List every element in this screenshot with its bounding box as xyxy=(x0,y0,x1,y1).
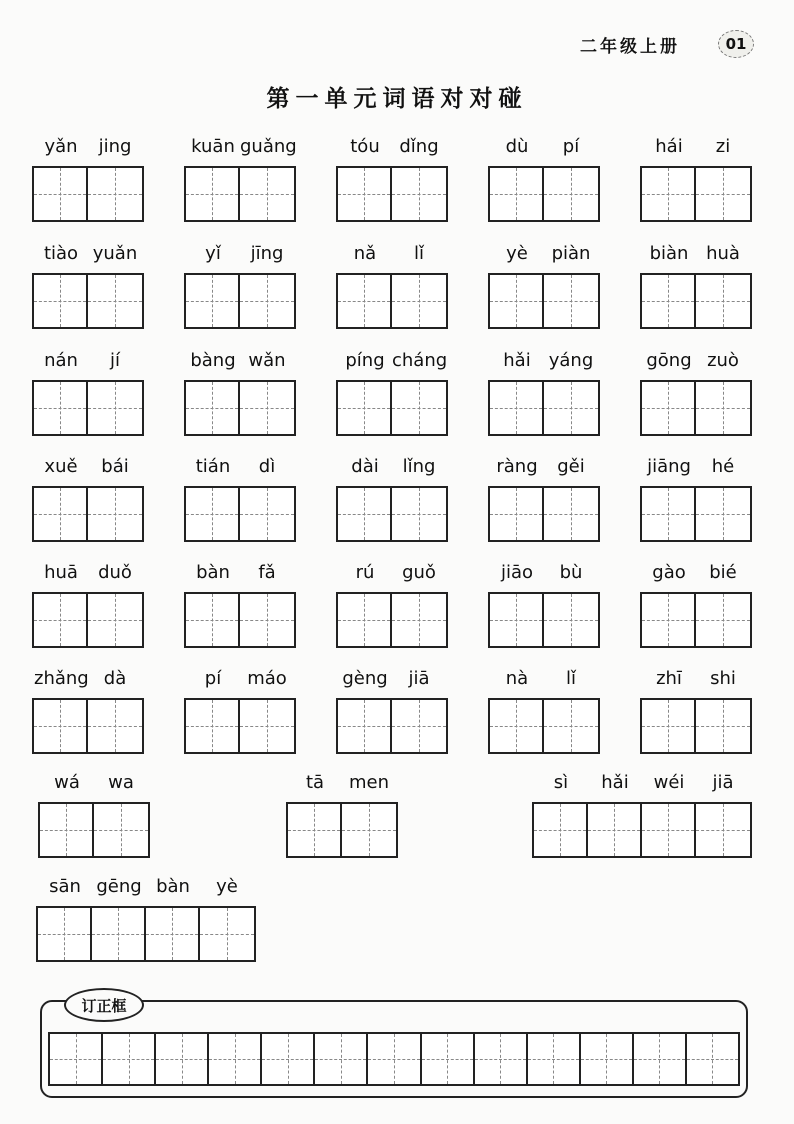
writing-cell[interactable] xyxy=(240,700,294,752)
writing-cell[interactable] xyxy=(34,168,88,220)
correction-cell[interactable] xyxy=(315,1034,368,1084)
writing-cell[interactable] xyxy=(88,275,142,327)
pinyin-syllable: lǐ xyxy=(565,668,576,689)
writing-cell[interactable] xyxy=(642,804,696,856)
pinyin-syllable: kuān xyxy=(191,136,235,157)
pinyin-syllable: duǒ xyxy=(98,562,132,583)
writing-cell[interactable] xyxy=(696,804,750,856)
writing-cell[interactable] xyxy=(88,168,142,220)
tianzige-grid xyxy=(184,592,296,648)
tianzige-grid xyxy=(286,802,398,858)
writing-cell[interactable] xyxy=(392,594,446,646)
tianzige-grid xyxy=(336,166,448,222)
writing-cell[interactable] xyxy=(338,700,392,752)
writing-cell[interactable] xyxy=(34,700,88,752)
writing-cell[interactable] xyxy=(544,168,598,220)
pinyin-syllable: yáng xyxy=(548,350,594,371)
pinyin-syllable: hǎi xyxy=(503,350,531,371)
pinyin-syllable: pí xyxy=(562,136,580,157)
pinyin-syllable: yè xyxy=(216,876,238,897)
pinyin-syllable: wa xyxy=(108,772,134,793)
correction-label: 订正框 xyxy=(64,988,144,1022)
pinyin-syllable: jing xyxy=(98,136,132,157)
page-number-badge: 01 xyxy=(718,30,754,58)
tianzige-grid xyxy=(336,592,448,648)
pinyin-syllable: shi xyxy=(710,668,736,689)
correction-cell[interactable] xyxy=(368,1034,421,1084)
pinyin-syllable: zuò xyxy=(707,350,739,371)
tianzige-grid xyxy=(184,273,296,329)
tianzige-grid xyxy=(184,486,296,542)
pinyin-syllable: dǐng xyxy=(399,136,439,157)
tianzige-grid xyxy=(532,802,752,858)
writing-cell[interactable] xyxy=(34,594,88,646)
pinyin-syllable: dù xyxy=(505,136,529,157)
writing-cell[interactable] xyxy=(544,275,598,327)
tianzige-grid xyxy=(32,698,144,754)
pinyin-syllable: cháng xyxy=(392,350,448,371)
pinyin-syllable: hǎi xyxy=(601,772,629,793)
pinyin-syllable: bù xyxy=(559,562,583,583)
pinyin-syllable: biàn xyxy=(649,243,689,264)
pinyin-syllable: rú xyxy=(355,562,375,583)
writing-cell[interactable] xyxy=(642,382,696,434)
writing-cell[interactable] xyxy=(490,488,544,540)
correction-cell[interactable] xyxy=(687,1034,738,1084)
pinyin-syllable: dà xyxy=(103,668,127,689)
tianzige-grid xyxy=(640,592,752,648)
writing-cell[interactable] xyxy=(240,382,294,434)
writing-cell[interactable] xyxy=(186,168,240,220)
tianzige-grid xyxy=(36,906,256,962)
pinyin-syllable: gēng xyxy=(96,876,142,897)
tianzige-grid xyxy=(336,486,448,542)
writing-cell[interactable] xyxy=(34,275,88,327)
tianzige-grid xyxy=(488,698,600,754)
pinyin-syllable: guǒ xyxy=(402,562,436,583)
writing-cell[interactable] xyxy=(642,594,696,646)
tianzige-grid xyxy=(640,698,752,754)
tianzige-grid xyxy=(640,486,752,542)
pinyin-syllable: nǎ xyxy=(353,243,377,264)
pinyin-syllable: gèng xyxy=(342,668,388,689)
writing-cell[interactable] xyxy=(642,700,696,752)
writing-cell[interactable] xyxy=(338,275,392,327)
correction-cell[interactable] xyxy=(103,1034,156,1084)
pinyin-syllable: nà xyxy=(505,668,529,689)
pinyin-syllable: xuě xyxy=(44,456,78,477)
pinyin-syllable: huà xyxy=(706,243,740,264)
tianzige-grid xyxy=(336,273,448,329)
pinyin-syllable: gào xyxy=(652,562,686,583)
writing-cell[interactable] xyxy=(38,908,92,960)
writing-cell[interactable] xyxy=(642,488,696,540)
writing-cell[interactable] xyxy=(696,594,750,646)
pinyin-syllable: nán xyxy=(44,350,78,371)
pinyin-syllable: bàng xyxy=(190,350,236,371)
pinyin-syllable: jiā xyxy=(408,668,430,689)
tianzige-grid xyxy=(336,380,448,436)
pinyin-syllable: dì xyxy=(258,456,276,477)
tianzige-grid xyxy=(32,380,144,436)
pinyin-syllable: zhī xyxy=(656,668,682,689)
pinyin-syllable: huā xyxy=(44,562,78,583)
correction-cell[interactable] xyxy=(475,1034,528,1084)
pinyin-syllable: wá xyxy=(54,772,80,793)
writing-cell[interactable] xyxy=(392,382,446,434)
writing-cell[interactable] xyxy=(696,700,750,752)
writing-cell[interactable] xyxy=(88,700,142,752)
writing-cell[interactable] xyxy=(92,908,146,960)
pinyin-syllable: zi xyxy=(715,136,731,157)
pinyin-syllable: píng xyxy=(345,350,385,371)
writing-cell[interactable] xyxy=(696,275,750,327)
writing-cell[interactable] xyxy=(88,488,142,540)
pinyin-syllable: wéi xyxy=(653,772,685,793)
pinyin-syllable: lǐ xyxy=(413,243,424,264)
writing-cell[interactable] xyxy=(200,908,254,960)
writing-cell[interactable] xyxy=(490,382,544,434)
tianzige-grid xyxy=(184,698,296,754)
pinyin-syllable: piàn xyxy=(551,243,591,264)
pinyin-syllable: jiāng xyxy=(647,456,691,477)
tianzige-grid xyxy=(32,592,144,648)
pinyin-syllable: tiào xyxy=(43,243,79,264)
writing-cell[interactable] xyxy=(392,275,446,327)
writing-cell[interactable] xyxy=(240,168,294,220)
pinyin-syllable: pí xyxy=(204,668,222,689)
tianzige-grid xyxy=(336,698,448,754)
pinyin-syllable: zhǎng xyxy=(34,668,89,689)
correction-cell[interactable] xyxy=(634,1034,687,1084)
tianzige-grid xyxy=(32,273,144,329)
correction-cell[interactable] xyxy=(50,1034,103,1084)
writing-cell[interactable] xyxy=(392,700,446,752)
correction-cell[interactable] xyxy=(581,1034,634,1084)
writing-cell[interactable] xyxy=(94,804,148,856)
pinyin-syllable: jīng xyxy=(250,243,284,264)
writing-cell[interactable] xyxy=(40,804,94,856)
page-title: 第一单元词语对对碰 xyxy=(266,86,528,112)
pinyin-syllable: yuǎn xyxy=(92,243,138,264)
writing-cell[interactable] xyxy=(490,594,544,646)
pinyin-syllable: máo xyxy=(247,668,287,689)
writing-cell[interactable] xyxy=(288,804,342,856)
tianzige-grid xyxy=(488,166,600,222)
writing-cell[interactable] xyxy=(186,275,240,327)
pinyin-syllable: yè xyxy=(506,243,528,264)
tianzige-grid xyxy=(184,380,296,436)
book-label: 二年级上册 xyxy=(580,37,680,57)
correction-cell[interactable] xyxy=(528,1034,581,1084)
writing-cell[interactable] xyxy=(696,168,750,220)
tianzige-grid xyxy=(640,166,752,222)
writing-cell[interactable] xyxy=(544,488,598,540)
writing-cell[interactable] xyxy=(88,382,142,434)
pinyin-syllable: bái xyxy=(101,456,129,477)
pinyin-syllable: dài xyxy=(351,456,379,477)
tianzige-grid xyxy=(488,380,600,436)
tianzige-grid xyxy=(32,486,144,542)
pinyin-syllable: tā xyxy=(305,772,325,793)
writing-cell[interactable] xyxy=(642,275,696,327)
writing-cell[interactable] xyxy=(186,594,240,646)
writing-cell[interactable] xyxy=(490,700,544,752)
pinyin-syllable: ràng xyxy=(496,456,538,477)
correction-cell[interactable] xyxy=(422,1034,475,1084)
tianzige-grid xyxy=(184,166,296,222)
writing-cell[interactable] xyxy=(544,700,598,752)
correction-cell[interactable] xyxy=(262,1034,315,1084)
writing-cell[interactable] xyxy=(240,275,294,327)
tianzige-grid xyxy=(488,273,600,329)
tianzige-grid xyxy=(38,802,150,858)
pinyin-syllable: yǐ xyxy=(205,243,221,264)
writing-cell[interactable] xyxy=(338,594,392,646)
pinyin-syllable: tián xyxy=(195,456,231,477)
pinyin-syllable: jiāo xyxy=(500,562,534,583)
writing-cell[interactable] xyxy=(544,382,598,434)
pinyin-syllable: sì xyxy=(553,772,569,793)
pinyin-syllable: yǎn xyxy=(44,136,78,157)
writing-cell[interactable] xyxy=(186,382,240,434)
writing-cell[interactable] xyxy=(696,488,750,540)
writing-cell[interactable] xyxy=(392,488,446,540)
correction-box xyxy=(40,996,748,1098)
tianzige-grid xyxy=(640,273,752,329)
writing-cell[interactable] xyxy=(88,594,142,646)
pinyin-syllable: sān xyxy=(49,876,81,897)
writing-cell[interactable] xyxy=(34,488,88,540)
correction-grid[interactable] xyxy=(48,1032,740,1086)
correction-cell[interactable] xyxy=(156,1034,209,1084)
writing-cell[interactable] xyxy=(240,594,294,646)
writing-cell[interactable] xyxy=(342,804,396,856)
pinyin-syllable: bàn xyxy=(196,562,230,583)
writing-cell[interactable] xyxy=(240,488,294,540)
writing-cell[interactable] xyxy=(392,168,446,220)
pinyin-syllable: men xyxy=(348,772,390,793)
pinyin-syllable: jiā xyxy=(712,772,734,793)
writing-cell[interactable] xyxy=(544,594,598,646)
pinyin-syllable: jí xyxy=(109,350,120,371)
tianzige-grid xyxy=(488,592,600,648)
writing-cell[interactable] xyxy=(186,488,240,540)
pinyin-syllable: lǐng xyxy=(402,456,436,477)
writing-cell[interactable] xyxy=(696,382,750,434)
writing-cell[interactable] xyxy=(186,700,240,752)
tianzige-grid xyxy=(488,486,600,542)
pinyin-syllable: guǎng xyxy=(240,136,297,157)
pinyin-syllable: gōng xyxy=(646,350,692,371)
pinyin-syllable: bàn xyxy=(156,876,190,897)
tianzige-grid xyxy=(32,166,144,222)
tianzige-grid xyxy=(640,380,752,436)
pinyin-syllable: hé xyxy=(711,456,735,477)
writing-cell[interactable] xyxy=(34,382,88,434)
writing-cell[interactable] xyxy=(490,168,544,220)
correction-cell[interactable] xyxy=(209,1034,262,1084)
writing-cell[interactable] xyxy=(146,908,200,960)
writing-cell[interactable] xyxy=(588,804,642,856)
pinyin-syllable: hái xyxy=(655,136,683,157)
writing-cell[interactable] xyxy=(534,804,588,856)
pinyin-syllable: tóu xyxy=(350,136,380,157)
writing-cell[interactable] xyxy=(642,168,696,220)
writing-cell[interactable] xyxy=(338,168,392,220)
pinyin-syllable: gěi xyxy=(557,456,585,477)
pinyin-syllable: fǎ xyxy=(258,562,276,583)
writing-cell[interactable] xyxy=(490,275,544,327)
pinyin-syllable: wǎn xyxy=(248,350,286,371)
writing-cell[interactable] xyxy=(338,382,392,434)
writing-cell[interactable] xyxy=(338,488,392,540)
pinyin-syllable: bié xyxy=(709,562,737,583)
